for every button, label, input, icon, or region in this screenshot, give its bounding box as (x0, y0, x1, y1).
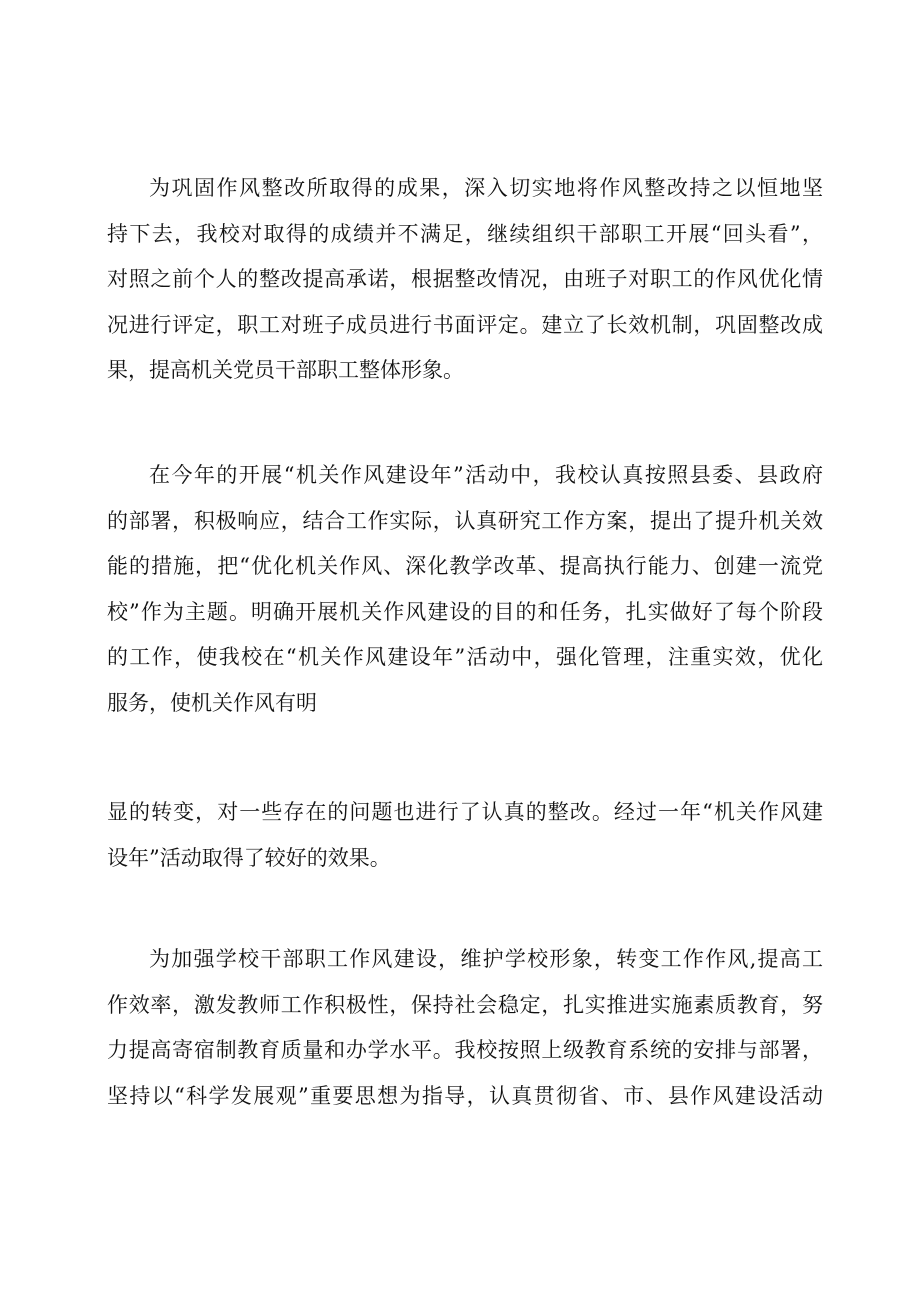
text-line: 况进行评定，职工对班子成员进行书面评定。建立了长效机制，巩固整改成 (107, 312, 823, 337)
paragraph-work-style-year (107, 453, 823, 726)
paragraph-obvious-change (107, 790, 823, 881)
text-line: 为加强学校干部职工作风建设，维护学校形象，转变工作作风,提高工 (149, 947, 823, 971)
paragraph-strengthen-staff-style (107, 937, 823, 1119)
text-line: 作效率，激发教师工作积极性，保持社会稳定，扎实推进实施素质教育，努 (107, 992, 823, 1017)
text-line: 能的措施，把“优化机关作风、深化教学改革、提高执行能力、创建一流党 (107, 554, 823, 578)
text-line: 对照之前个人的整改提高承诺，根据整改情况，由班子对职工的作风优化情 (107, 267, 823, 291)
text-line: 的工作，使我校在“机关作风建设年”活动中，强化管理，注重实效，优化 (107, 645, 823, 669)
text-line: 设年”活动取得了较好的效果。 (107, 845, 391, 870)
text-line: 校”作为主题。明确开展机关作风建设的目的和任务，扎实做好了每个阶段 (107, 599, 823, 624)
text-line: 显的转变，对一些存在的问题也进行了认真的整改。经过一年“机关作风建 (107, 800, 823, 824)
text-line: 在今年的开展“机关作风建设年”活动中，我校认真按照县委、县政府 (149, 463, 823, 487)
text-line: 持下去，我校对取得的成绩并不满足，继续组织干部职工开展“回头看”， (107, 221, 823, 246)
paragraph-consolidate-rectification (107, 166, 823, 394)
text-line: 坚持以“科学发展观”重要思想为指导，认真贯彻省、市、县作风建设活动 (107, 1083, 823, 1108)
text-line: 服务，使机关作风有明 (107, 690, 317, 715)
text-line: 的部署，积极响应，结合工作实际，认真研究工作方案，提出了提升机关效 (107, 508, 823, 533)
text-line: 力提高寄宿制教育质量和办学水平。我校按照上级教育系统的安排与部署， (107, 1038, 823, 1062)
text-line: 果，提高机关党员干部职工整体形象。 (107, 358, 464, 382)
text-line: 为巩固作风整改所取得的成果，深入切实地将作风整改持之以恒地坚 (149, 176, 823, 200)
